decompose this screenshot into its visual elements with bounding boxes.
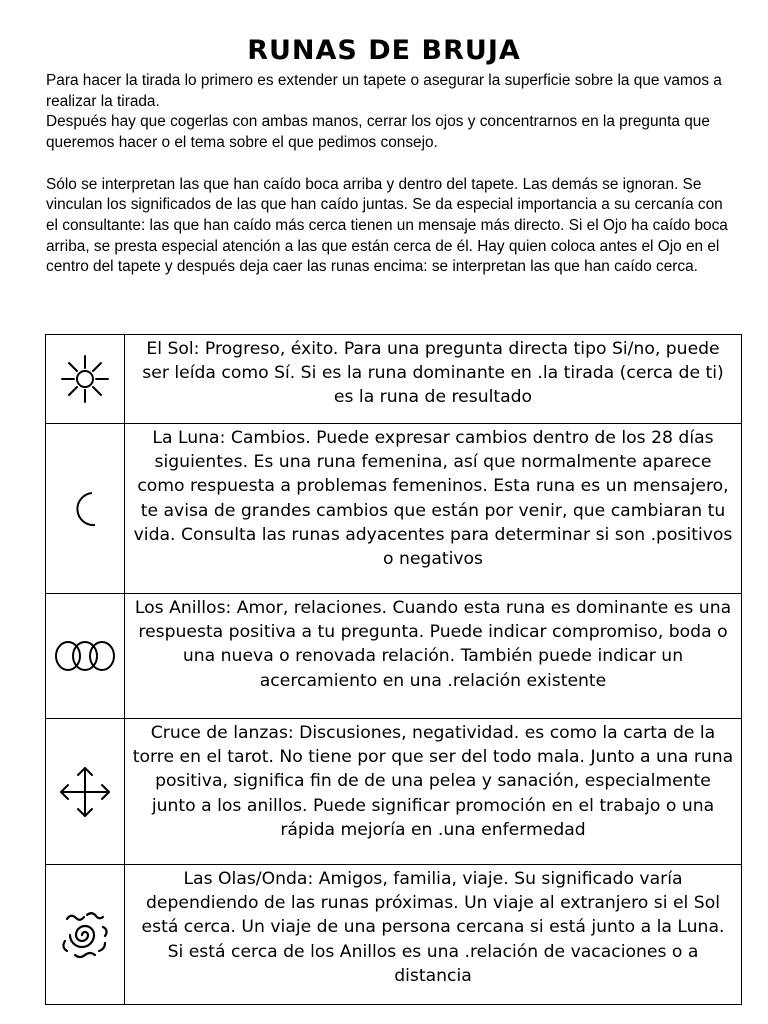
rings-icon	[53, 638, 117, 674]
intro-paragraph: Después hay que cogerlas con ambas manos, cerrar los ojos y concentrarnos en la pregunta que queremos hacer o el tema sobre el que pedimos consejo.	[46, 113, 710, 152]
rune-row-waves	[46, 865, 742, 1005]
intro-text	[46, 71, 736, 278]
rune-row-moon	[46, 424, 742, 594]
rune-symbol-cell	[46, 424, 125, 594]
rune-symbol-cell	[46, 865, 125, 1005]
crossed-spears-icon	[57, 764, 113, 820]
rune-symbol-cell	[46, 719, 125, 865]
page-title: RUNAS DE BRUJA	[247, 35, 521, 66]
waves-icon	[57, 907, 113, 963]
runes-table	[45, 334, 742, 1005]
rune-description: Cruce de lanzas: Discusiones, negatividad. es como la carta de la torre en el tarot. No tiene por que ser del todo mala. Junto a una runa positiva, significa fin de de una pelea y sanación, especialmente junto a los anillos. Puede significar promoción en el trabajo o una rápida mejoría en .una enfermedad	[125, 719, 742, 865]
intro-paragraph: Sólo se interpretan las que han caído boca arriba y dentro del tapete. Las demás se ignoran. Se vinculan los significados de las que han caído juntas. Se da especial importancia a su cercanía con el consultante: las que han caído más cerca tienen un mensaje más directo. Si el Ojo ha caído boca arriba, se presta especial atención a las que están cerca de él. Hay quien coloca antes el Ojo en el centro del tapete y después deja caer las runas encima: se interpretan las que han caído cerca.	[46, 175, 728, 276]
moon-icon	[65, 487, 105, 531]
rune-row-sun	[46, 335, 742, 424]
rune-description: La Luna: Cambios. Puede expresar cambios dentro de los 28 días siguientes. Es una runa femenina, así que normalmente aparece como respuesta a problemas femeninos. Esta runa es un mensajero, te avisa de grandes cambios que están por venir, que cambiaran tu vida. Consulta las runas adyacentes para determinar si son .positivos o negativos	[125, 424, 742, 594]
rune-description: Los Anillos: Amor, relaciones. Cuando esta runa es dominante es una respuesta positiva a tu pregunta. Puede indicar compromiso, boda o una nueva o renovada relación. También puede indicar un acercamiento en una .relación existente	[125, 594, 742, 719]
intro-paragraph: Para hacer la tirada lo primero es extender un tapete o asegurar la superficie sobre la que vamos a realizar la tirada.	[46, 72, 722, 110]
rune-row-spears	[46, 719, 742, 865]
rune-symbol-cell	[46, 335, 125, 424]
sun-icon	[59, 353, 111, 405]
rune-row-rings	[46, 594, 742, 719]
rune-description: El Sol: Progreso, éxito. Para una pregunta directa tipo Si/no, puede ser leída como Sí. Si es la runa dominante en .la tirada (cerca de ti) es la runa de resultado	[125, 335, 742, 424]
rune-description: Las Olas/Onda: Amigos, familia, viaje. Su significado varía dependiendo de las runas próximas. Un viaje al extranjero si el Sol está cerca. Un viaje de una persona cercana si está junto a la Luna. Si está cerca de los Anillos es una .relación de vacaciones o a distancia	[125, 865, 742, 1005]
rune-symbol-cell	[46, 594, 125, 719]
